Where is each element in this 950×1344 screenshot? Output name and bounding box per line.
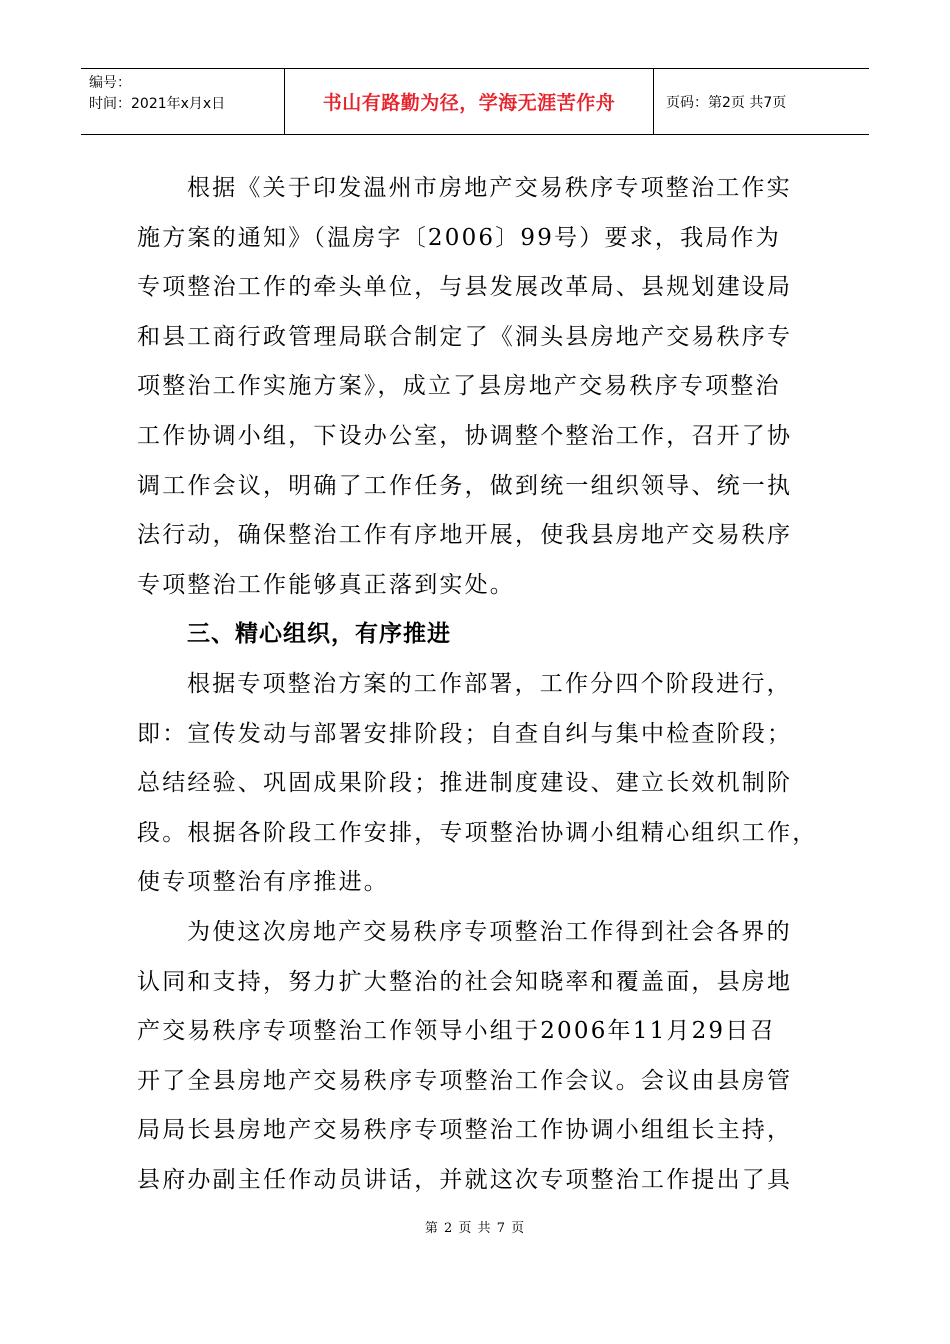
paragraph-line: 根据专项整治方案的工作部署，工作分四个阶段进行， — [187, 670, 792, 697]
header-time-label: 时间：2021年x月x日 — [89, 96, 226, 112]
paragraph-line: 施方案的通知》（温房字〔2006〕99号）要求，我局作为 — [137, 224, 781, 251]
section-heading: 三、精心组织，有序推进 — [187, 621, 451, 648]
header-page-info: 页码：第2页 共7页 — [666, 94, 787, 111]
document-body — [137, 164, 817, 1205]
page-footer: 第 2 页 共 7 页 — [424, 1221, 526, 1236]
paragraph-line: 工作协调小组，下设办公室，协调整个整治工作，召开了协 — [137, 422, 793, 449]
paragraph-line: 使专项整治有序推进。 — [137, 869, 389, 896]
paragraph-line: 开了全县房地产交易秩序专项整治工作会议。会议由县房管 — [137, 1067, 793, 1094]
paragraph-line: 段。根据各阶段工作安排，专项整治协调小组精心组织工作， — [137, 819, 818, 846]
header-number-label: 编号： — [89, 75, 131, 91]
paragraph-line: 认同和支持，努力扩大整治的社会知晓率和覆盖面，县房地 — [137, 968, 793, 995]
paragraph-line: 即：宣传发动与部署安排阶段；自查自纠与集中检查阶段； — [137, 720, 793, 747]
paragraph-line: 根据《关于印发温州市房地产交易秩序专项整治工作实 — [187, 175, 792, 201]
header-motto: 书山有路勤为径，学海无涯苦作舟 — [284, 69, 654, 134]
paragraph-line: 为使这次房地产交易秩序专项整治工作得到社会各界的 — [187, 918, 792, 945]
paragraph-line: 和县工商行政管理局联合制定了《洞头县房地产交易秩序专 — [137, 323, 793, 350]
paragraph-line: 法行动，确保整治工作有序地开展，使我县房地产交易秩序 — [137, 522, 793, 549]
paragraph-line: 专项整治工作的牵头单位，与县发展改革局、县规划建设局 — [137, 274, 793, 301]
paragraph-line: 项整治工作实施方案》，成立了县房地产交易秩序专项整治 — [137, 373, 781, 400]
document-header — [81, 68, 869, 135]
paragraph-line: 产交易秩序专项整治工作领导小组于2006年11月29日召 — [137, 1018, 776, 1045]
paragraph-line: 总结经验、巩固成果阶段；推进制度建设、建立长效机制阶 — [137, 770, 793, 797]
paragraph-line: 调工作会议，明确了工作任务，做到统一组织领导、统一执 — [137, 472, 793, 499]
paragraph-line: 专项整治工作能够真正落到实处。 — [137, 571, 515, 598]
paragraph-line: 县府办副主任作动员讲话，并就这次专项整治工作提出了具 — [137, 1166, 793, 1193]
header-meta — [81, 69, 284, 134]
paragraph-line: 局局长县房地产交易秩序专项整治工作协调小组组长主持， — [137, 1117, 793, 1144]
